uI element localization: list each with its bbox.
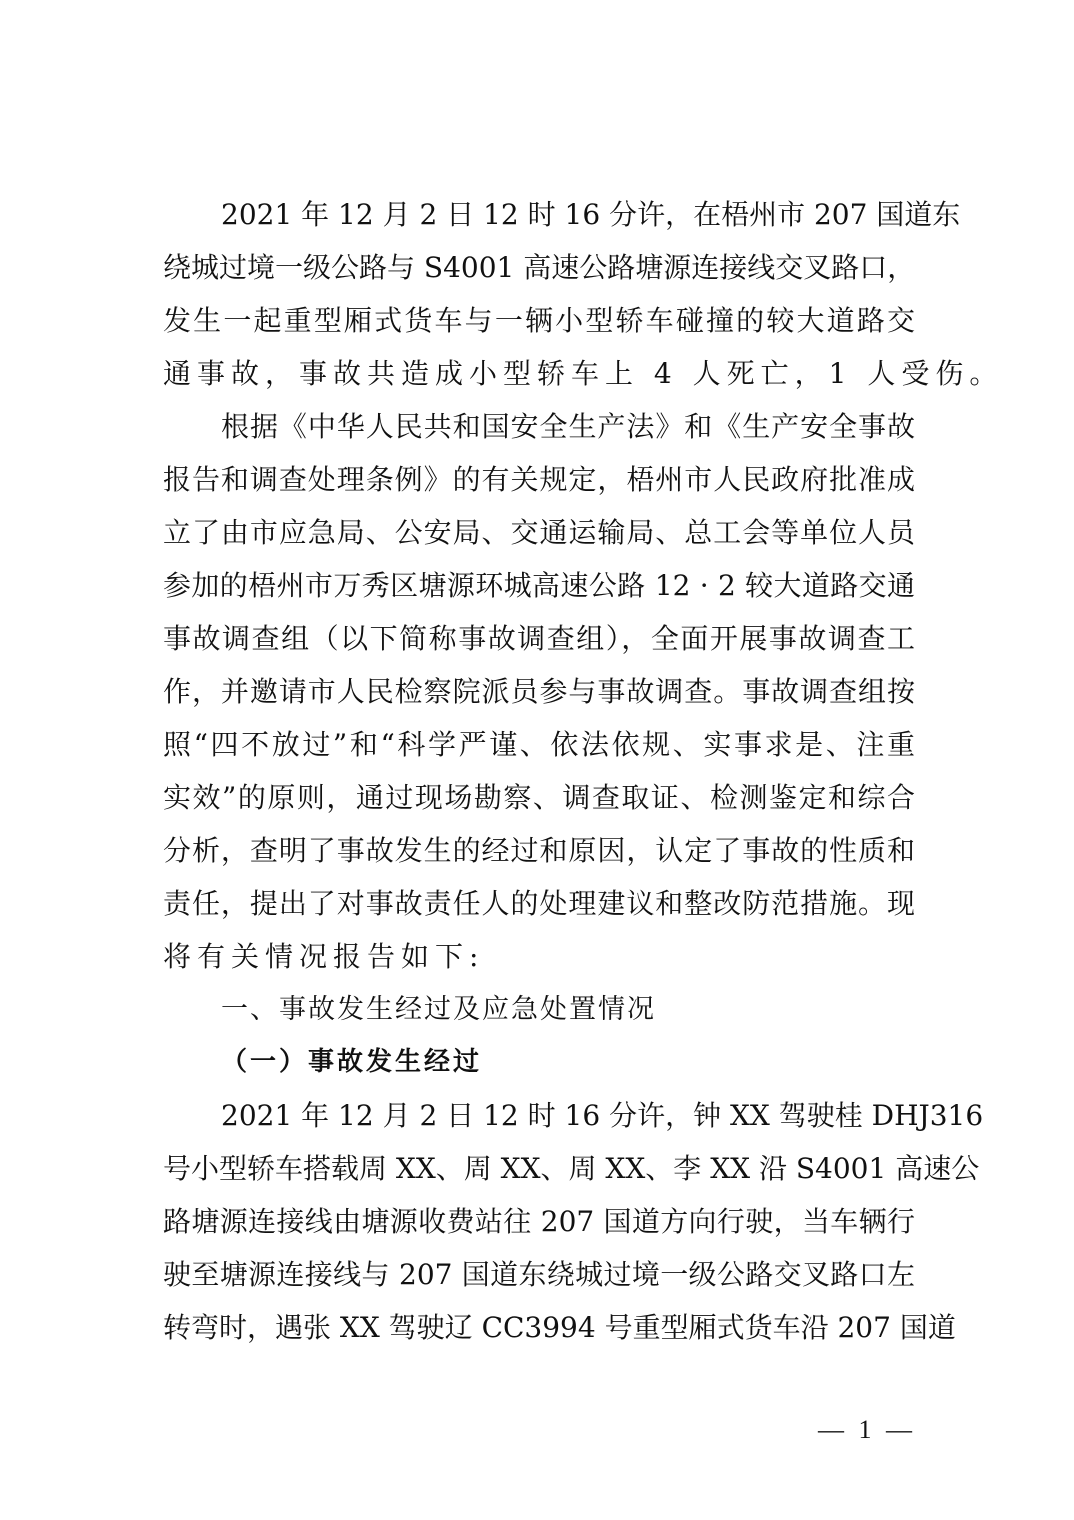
text-line: 通事故，事故共造成小型轿车上 4 人死亡，1 人受伤。 [163, 357, 1004, 390]
text-line: 作，并邀请市人民检察院派员参与事故调查。事故调查组按 [163, 675, 915, 708]
text-line: 路塘源连接线由塘源收费站往 207 国道方向行驶，当车辆行 [163, 1205, 915, 1238]
text-line: 发生一起重型厢式货车与一辆小型轿车碰撞的较大道路交 [163, 304, 915, 337]
text-line: 责任，提出了对事故责任人的处理建议和整改防范措施。现 [163, 887, 915, 920]
paragraph-accident-course [163, 1089, 984, 1354]
paragraph-basis [163, 400, 915, 983]
text-line: 参加的梧州市万秀区塘源环城高速公路 12 · 2 较大道路交通 [163, 569, 915, 602]
text-line: 事故调查组（以下简称事故调查组），全面开展事故调查工 [163, 622, 915, 655]
text-line: 立了由市应急局、公安局、交通运输局、总工会等单位人员 [163, 516, 915, 549]
text-line: 分析，查明了事故发生的经过和原因，认定了事故的性质和 [163, 834, 915, 867]
text-line: 2021 年 12 月 2 日 12 时 16 分许，在梧州市 207 国道东 [221, 198, 961, 231]
section-heading: 一、事故发生经过及应急处置情况 [221, 994, 656, 1025]
subsection-heading: （一）事故发生经过 [221, 1047, 483, 1077]
paragraph-intro [163, 188, 1004, 400]
text-line: 根据《中华人民共和国安全生产法》和《生产安全事故 [221, 410, 915, 443]
text-line: 将有关情况报告如下: [163, 940, 485, 973]
text-line: 号小型轿车搭载周 XX、周 XX、周 XX、李 XX 沿 S4001 高速公 [163, 1152, 980, 1185]
text-line: 实效”的原则，通过现场勘察、调查取证、检测鉴定和综合 [163, 781, 915, 814]
page-number: — 1 — [818, 1415, 916, 1444]
document-page [163, 188, 1004, 1354]
text-line: 绕城过境一级公路与 S4001 高速公路塘源连接线交叉路口， [163, 251, 916, 284]
text-line: 2021 年 12 月 2 日 12 时 16 分许，钟 XX 驾驶桂 DHJ316 [221, 1099, 984, 1132]
text-line: 转弯时，遇张 XX 驾驶辽 CC3994 号重型厢式货车沿 207 国道 [163, 1311, 956, 1344]
text-line: 报告和调查处理条例》的有关规定，梧州市人民政府批准成 [163, 463, 915, 496]
text-line: 驶至塘源连接线与 207 国道东绕城过境一级公路交叉路口左 [163, 1258, 915, 1291]
text-line: 照“四不放过”和“科学严谨、依法依规、实事求是、注重 [163, 728, 915, 761]
